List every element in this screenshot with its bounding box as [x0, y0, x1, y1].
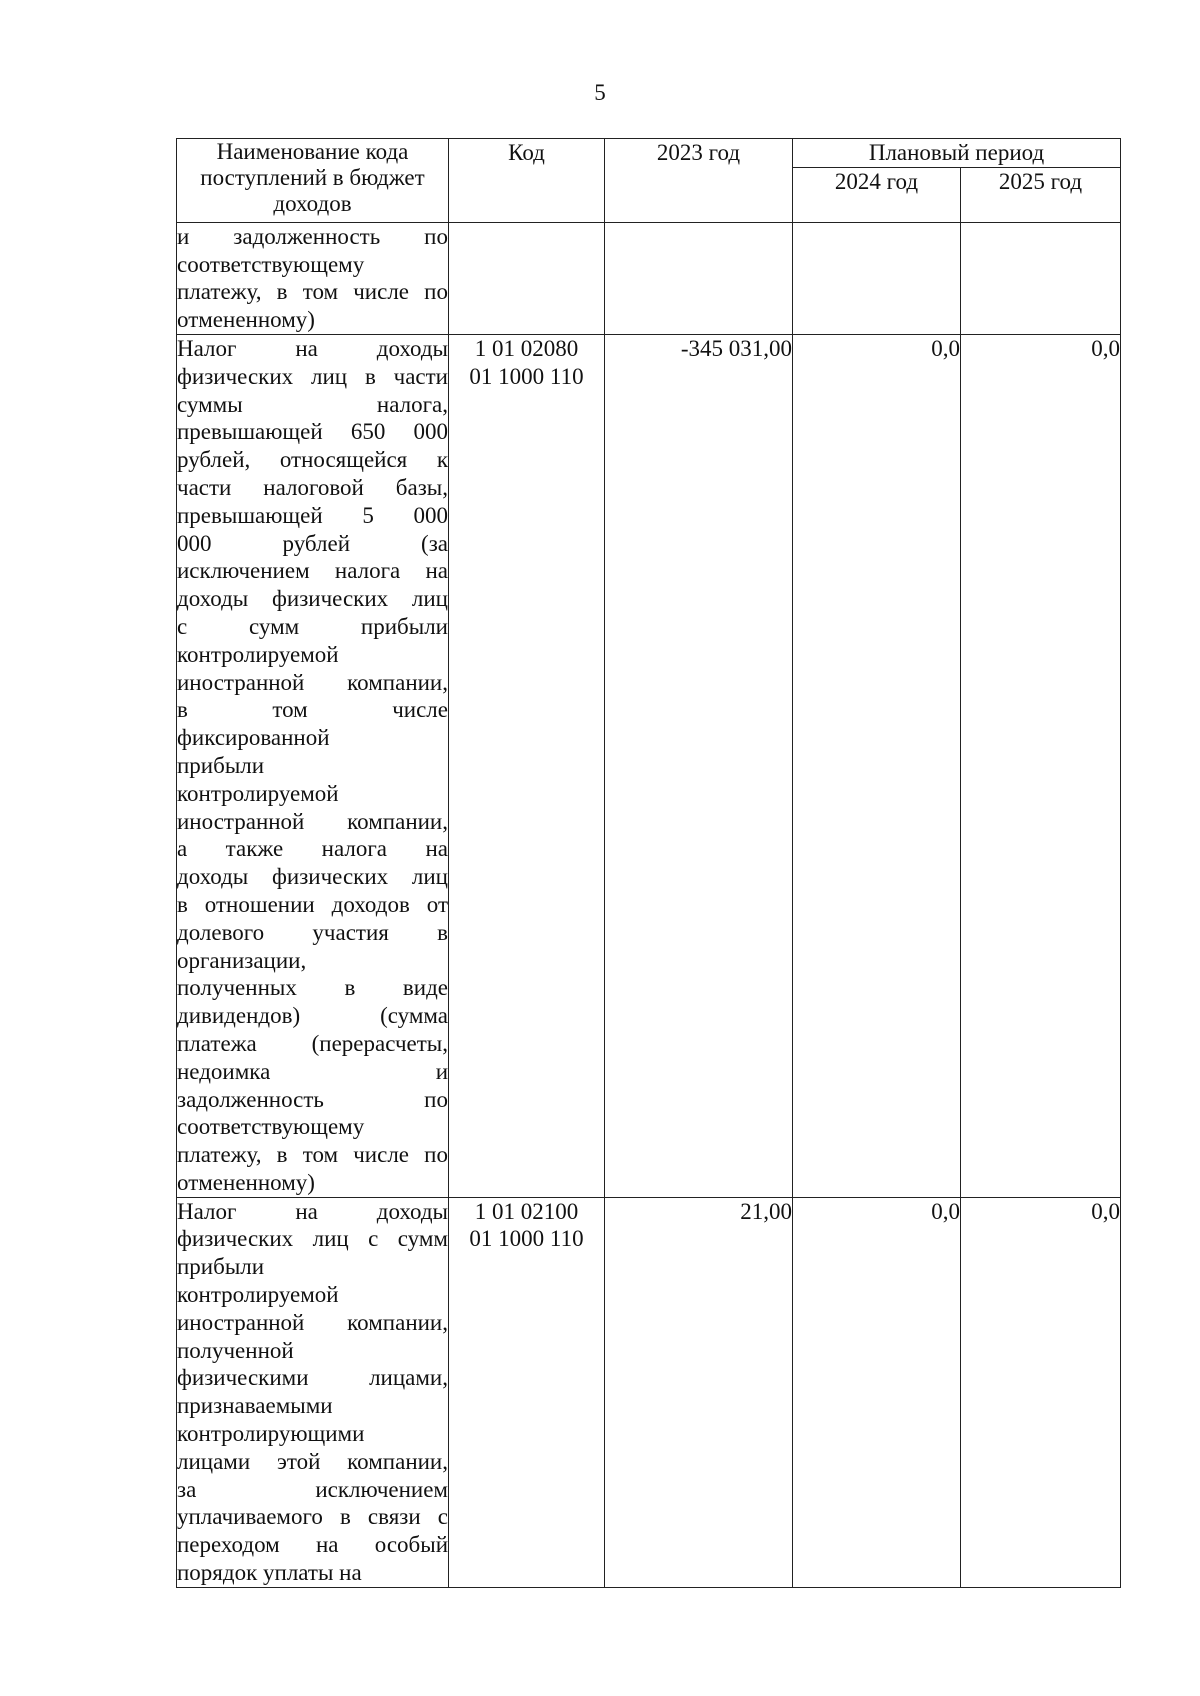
revenue-name-line: превышающей 5 000: [177, 502, 448, 528]
revenue-name-line: полученных в виде: [177, 975, 448, 1001]
revenue-name-cell: [177, 222, 449, 334]
revenue-code-cell: [449, 1197, 605, 1587]
column-header-2023: 2023 год: [605, 139, 793, 223]
revenue-code-line: 01 1000 110: [469, 1226, 584, 1252]
revenue-code-cell: [449, 334, 605, 1197]
column-header-2025: 2025 год: [961, 167, 1121, 222]
revenue-name-line: части налоговой базы,: [177, 474, 448, 500]
revenue-name-line: иностранной компании,: [177, 808, 448, 834]
revenue-name-line: исключением налога на: [177, 558, 448, 584]
revenue-name-line: суммы налога,: [177, 391, 448, 417]
column-header-2024: 2024 год: [793, 167, 961, 222]
revenue-code-cell: [449, 222, 605, 334]
revenue-name-line: за исключением: [177, 1476, 448, 1502]
revenue-name-line: контролируемой: [177, 780, 339, 806]
revenue-name-line: физическими лицами,: [177, 1365, 448, 1391]
budget-revenue-table: [176, 138, 1121, 1588]
revenue-name-line: организации,: [177, 947, 307, 973]
revenue-code-line: 1 01 02080: [474, 335, 579, 361]
revenue-name-line: в том числе: [177, 697, 448, 723]
revenue-name-line: полученной: [177, 1337, 294, 1363]
column-header-code: Код: [449, 139, 605, 223]
column-header-name: Наименование кода поступлений в бюджет доходов: [177, 139, 449, 223]
table-row: [177, 334, 1121, 1197]
column-header-plan-period: Плановый период: [793, 139, 1121, 168]
revenue-name-line: прибыли: [177, 1254, 265, 1280]
revenue-name-line: прибыли: [177, 752, 265, 778]
revenue-name-line: платежу, в том числе по: [177, 1142, 448, 1168]
revenue-name-line: в отношении доходов от: [177, 891, 448, 917]
revenue-name-line: Налог на доходы: [177, 335, 448, 361]
revenue-name-line: контролирующими: [177, 1421, 365, 1447]
revenue-name-line: дивидендов) (сумма: [177, 1003, 448, 1029]
revenue-name-line: физических лиц в части: [177, 363, 448, 389]
revenue-name-line: фиксированной: [177, 725, 330, 751]
revenue-name-line: соответствующему: [177, 1114, 365, 1140]
revenue-name-line: 000 рублей (за: [177, 530, 448, 556]
revenue-name-line: Налог на доходы: [177, 1198, 448, 1224]
revenue-name-line: доходы физических лиц: [177, 864, 448, 890]
amount-2024-cell: 0,0: [793, 1197, 961, 1587]
revenue-name-line: превышающей 650 000: [177, 419, 448, 445]
page-number: 5: [594, 80, 606, 105]
revenue-code-line: 01 1000 110: [469, 363, 584, 389]
table-row: [177, 222, 1121, 334]
table-header-row: [177, 139, 1121, 168]
amount-2023-cell: 21,00: [605, 1197, 793, 1587]
revenue-name-line: отмененному): [177, 1169, 315, 1195]
revenue-code-line: 1 01 02100: [474, 1198, 579, 1224]
amount-2024-cell: 0,0: [793, 334, 961, 1197]
revenue-name-cell: [177, 334, 449, 1197]
revenue-name-line: переходом на особый: [177, 1532, 448, 1558]
revenue-name-line: с сумм прибыли: [177, 613, 448, 639]
revenue-name-line: доходы физических лиц: [177, 586, 448, 612]
amount-2023-cell: [605, 222, 793, 334]
revenue-name-line: признаваемыми: [177, 1393, 333, 1419]
revenue-name-line: а также налога на: [177, 836, 448, 862]
amount-2024-cell: [793, 222, 961, 334]
revenue-name-line: и задолженность по: [177, 223, 448, 249]
revenue-name-line: отмененному): [177, 307, 315, 333]
amount-2025-cell: 0,0: [961, 334, 1121, 1197]
revenue-name-line: задолженность по: [177, 1086, 448, 1112]
revenue-name-line: платежу, в том числе по: [177, 279, 448, 305]
revenue-name-line: иностранной компании,: [177, 1309, 448, 1335]
amount-2023-cell: -345 031,00: [605, 334, 793, 1197]
revenue-name-line: уплачиваемого в связи с: [177, 1504, 448, 1530]
revenue-name-line: контролируемой: [177, 641, 339, 667]
amount-2025-cell: [961, 222, 1121, 334]
revenue-name-line: порядок уплаты на: [177, 1560, 362, 1586]
revenue-name-cell: [177, 1197, 449, 1587]
revenue-name-line: долевого участия в: [177, 919, 448, 945]
revenue-name-line: соответствующему: [177, 251, 365, 277]
revenue-name-line: иностранной компании,: [177, 669, 448, 695]
revenue-name-line: рублей, относящейся к: [177, 447, 448, 473]
table-row: [177, 1197, 1121, 1587]
revenue-name-line: недоимка и: [177, 1058, 448, 1084]
revenue-name-line: лицами этой компании,: [177, 1448, 448, 1474]
revenue-name-line: контролируемой: [177, 1282, 339, 1308]
amount-2025-cell: 0,0: [961, 1197, 1121, 1587]
revenue-name-line: физических лиц с сумм: [177, 1226, 448, 1252]
revenue-name-line: платежа (перерасчеты,: [177, 1030, 448, 1056]
